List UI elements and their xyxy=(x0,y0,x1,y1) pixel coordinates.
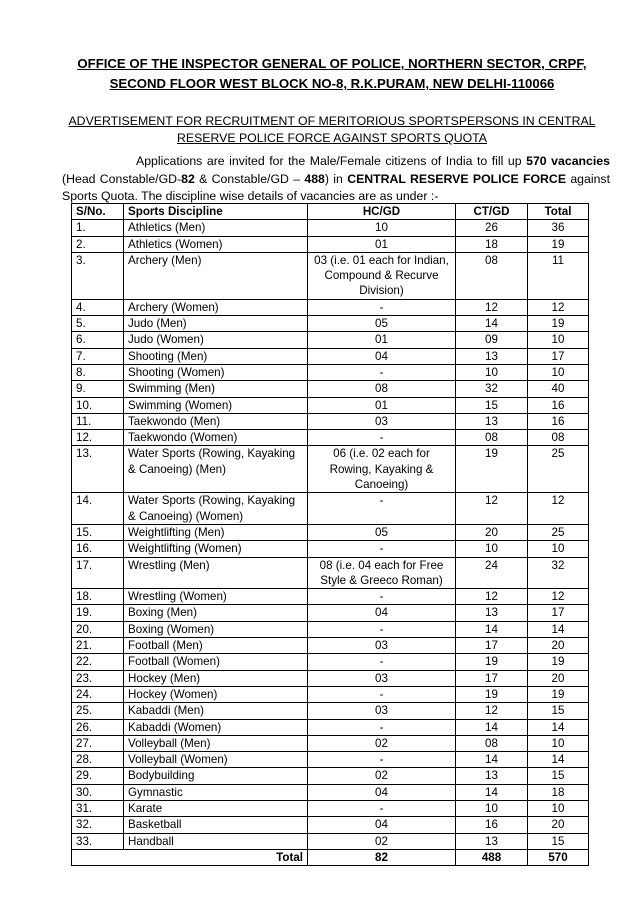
cell-sno: 8. xyxy=(72,364,124,380)
intro-line3: Sports Quota. The discipline wise details of vacancies are as under :- xyxy=(62,189,439,203)
cell-total: 14 xyxy=(528,752,589,768)
cell-discipline: Kabaddi (Women) xyxy=(124,719,308,735)
cell-discipline: Hockey (Men) xyxy=(124,670,308,686)
cell-discipline: Archery (Men) xyxy=(124,252,308,299)
advertisement-title-line1: ADVERTISEMENT FOR RECRUITMENT OF MERITORIOUS SPORTSPERSONS IN CENTRAL xyxy=(68,114,596,128)
cell-discipline: Swimming (Women) xyxy=(124,397,308,413)
cell-discipline: Judo (Women) xyxy=(124,332,308,348)
cell-discipline: Shooting (Men) xyxy=(124,348,308,364)
table-row xyxy=(72,703,589,719)
cell-total: 25 xyxy=(528,524,589,540)
table-row xyxy=(72,670,589,686)
table-row xyxy=(72,381,589,397)
header-sno: S/No. xyxy=(72,204,124,220)
cell-discipline: Kabaddi (Men) xyxy=(124,703,308,719)
cell-hc-gd: - xyxy=(308,686,456,702)
cell-discipline: Athletics (Women) xyxy=(124,236,308,252)
cell-discipline: Hockey (Women) xyxy=(124,686,308,702)
table-row xyxy=(72,654,589,670)
cell-sno: 19. xyxy=(72,605,124,621)
cell-hc-gd: 03 xyxy=(308,638,456,654)
cell-discipline: Weightlifting (Women) xyxy=(124,541,308,557)
cell-sno: 4. xyxy=(72,299,124,315)
cell-ct-gd: 13 xyxy=(456,348,528,364)
cell-discipline: Basketball xyxy=(124,817,308,833)
cell-discipline: Boxing (Women) xyxy=(124,621,308,637)
cell-total: 20 xyxy=(528,638,589,654)
table-row xyxy=(72,364,589,380)
cell-ct-gd: 13 xyxy=(456,833,528,849)
cell-total: 15 xyxy=(528,833,589,849)
cell-ct-gd: 10 xyxy=(456,800,528,816)
intro-text: (Head Constable/GD- xyxy=(62,171,182,186)
cell-hc-gd: 05 xyxy=(308,316,456,332)
cell-ct-gd: 12 xyxy=(456,589,528,605)
cell-hc-gd: - xyxy=(308,752,456,768)
header-discipline: Sports Discipline xyxy=(124,204,308,220)
vacancies-count: 570 vacancies xyxy=(526,154,610,168)
cell-discipline: Taekwondo (Women) xyxy=(124,430,308,446)
cell-total: 40 xyxy=(528,381,589,397)
ct-count: 488 xyxy=(304,171,325,186)
table-row xyxy=(72,493,589,525)
cell-discipline: Volleyball (Women) xyxy=(124,752,308,768)
table-header-row xyxy=(72,204,589,220)
cell-hc-gd: 08 xyxy=(308,381,456,397)
cell-sno: 29. xyxy=(72,768,124,784)
cell-discipline: Wrestling (Men) xyxy=(124,557,308,589)
cell-hc-gd: - xyxy=(308,654,456,670)
header-total: Total xyxy=(528,204,589,220)
intro-text: against xyxy=(566,171,610,186)
cell-ct-gd: 19 xyxy=(456,654,528,670)
cell-total: 10 xyxy=(528,332,589,348)
office-title-line2: SECOND FLOOR WEST BLOCK NO-8, R.K.PURAM, NEW DELHI-110066 xyxy=(109,76,555,91)
cell-ct-gd: 17 xyxy=(456,670,528,686)
cell-sno: 18. xyxy=(72,589,124,605)
cell-ct-gd: 16 xyxy=(456,817,528,833)
cell-sno: 11. xyxy=(72,413,124,429)
cell-total: 10 xyxy=(528,541,589,557)
cell-hc-gd: 01 xyxy=(308,332,456,348)
cell-hc-gd: - xyxy=(308,800,456,816)
cell-total: 19 xyxy=(528,654,589,670)
cell-total: 17 xyxy=(528,348,589,364)
intro-line1 xyxy=(62,153,610,171)
table-row xyxy=(72,446,589,493)
cell-hc-gd: 03 xyxy=(308,703,456,719)
cell-discipline: Archery (Women) xyxy=(124,299,308,315)
table-row xyxy=(72,316,589,332)
cell-sno: 13. xyxy=(72,446,124,493)
table-row xyxy=(72,735,589,751)
cell-total: 08 xyxy=(528,430,589,446)
table-row xyxy=(72,413,589,429)
cell-total: 15 xyxy=(528,703,589,719)
cell-ct-gd: 14 xyxy=(456,719,528,735)
cell-hc-gd: 04 xyxy=(308,348,456,364)
cell-ct-gd: 14 xyxy=(456,784,528,800)
cell-sno: 17. xyxy=(72,557,124,589)
cell-hc-gd: 03 (i.e. 01 each for Indian, Compound & Recurve Division) xyxy=(308,252,456,299)
cell-ct-gd: 10 xyxy=(456,364,528,380)
table-row xyxy=(72,686,589,702)
cell-ct-gd: 08 xyxy=(456,735,528,751)
cell-sno: 7. xyxy=(72,348,124,364)
table-row xyxy=(72,557,589,589)
table-row xyxy=(72,252,589,299)
office-title-line1: OFFICE OF THE INSPECTOR GENERAL OF POLICE, NORTHERN SECTOR, CRPF, xyxy=(77,56,587,71)
cell-sno: 21. xyxy=(72,638,124,654)
cell-total: 20 xyxy=(528,670,589,686)
table-row xyxy=(72,817,589,833)
cell-total: 15 xyxy=(528,768,589,784)
cell-ct-gd: 19 xyxy=(456,686,528,702)
advertisement-title-line2: RESERVE POLICE FORCE AGAINST SPORTS QUOTA xyxy=(176,131,487,145)
cell-ct-gd: 12 xyxy=(456,299,528,315)
cell-hc-gd: - xyxy=(308,493,456,525)
cell-discipline: Volleyball (Men) xyxy=(124,735,308,751)
cell-total: 19 xyxy=(528,236,589,252)
cell-discipline: Handball xyxy=(124,833,308,849)
cell-discipline: Boxing (Men) xyxy=(124,605,308,621)
cell-hc-gd: 10 xyxy=(308,220,456,236)
cell-ct-gd: 14 xyxy=(456,752,528,768)
cell-ct-gd: 12 xyxy=(456,493,528,525)
vacancies-table xyxy=(71,203,589,866)
cell-total: 11 xyxy=(528,252,589,299)
cell-total: 20 xyxy=(528,817,589,833)
cell-discipline: Swimming (Men) xyxy=(124,381,308,397)
cell-hc-gd: - xyxy=(308,299,456,315)
cell-ct-gd: 24 xyxy=(456,557,528,589)
cell-discipline: Gymnastic xyxy=(124,784,308,800)
cell-hc-gd: 02 xyxy=(308,735,456,751)
cell-sno: 1. xyxy=(72,220,124,236)
intro-text: & Constable/GD – xyxy=(194,171,305,186)
cell-discipline: Wrestling (Women) xyxy=(124,589,308,605)
cell-hc-gd: 03 xyxy=(308,413,456,429)
cell-hc-gd: 02 xyxy=(308,768,456,784)
totals-hc: 82 xyxy=(308,849,456,865)
cell-total: 17 xyxy=(528,605,589,621)
cell-ct-gd: 14 xyxy=(456,621,528,637)
table-row xyxy=(72,348,589,364)
table-row xyxy=(72,332,589,348)
cell-ct-gd: 15 xyxy=(456,397,528,413)
table-row xyxy=(72,430,589,446)
cell-sno: 3. xyxy=(72,252,124,299)
table-row xyxy=(72,524,589,540)
table-row xyxy=(72,638,589,654)
cell-total: 12 xyxy=(528,493,589,525)
intro-text: Applications are invited for the Male/Female citizens of India to fill up xyxy=(136,154,527,168)
cell-sno: 15. xyxy=(72,524,124,540)
cell-hc-gd: 06 (i.e. 02 each for Rowing, Kayaking & Canoeing) xyxy=(308,446,456,493)
cell-sno: 30. xyxy=(72,784,124,800)
cell-ct-gd: 08 xyxy=(456,252,528,299)
cell-sno: 33. xyxy=(72,833,124,849)
table-row xyxy=(72,768,589,784)
cell-ct-gd: 12 xyxy=(456,703,528,719)
cell-ct-gd: 20 xyxy=(456,524,528,540)
intro-text: ) in xyxy=(324,171,348,186)
table-row xyxy=(72,589,589,605)
cell-hc-gd: 04 xyxy=(308,784,456,800)
cell-total: 10 xyxy=(528,364,589,380)
table-row xyxy=(72,800,589,816)
cell-hc-gd: 04 xyxy=(308,605,456,621)
table-row xyxy=(72,236,589,252)
cell-ct-gd: 18 xyxy=(456,236,528,252)
cell-hc-gd: 04 xyxy=(308,817,456,833)
cell-total: 32 xyxy=(528,557,589,589)
table-row xyxy=(72,605,589,621)
cell-discipline: Taekwondo (Men) xyxy=(124,413,308,429)
cell-ct-gd: 08 xyxy=(456,430,528,446)
cell-hc-gd: 01 xyxy=(308,236,456,252)
totals-total: 570 xyxy=(528,849,589,865)
hc-count: 82 xyxy=(181,171,195,186)
cell-sno: 14. xyxy=(72,493,124,525)
cell-total: 25 xyxy=(528,446,589,493)
totals-row xyxy=(72,849,589,865)
cell-total: 36 xyxy=(528,220,589,236)
cell-ct-gd: 13 xyxy=(456,605,528,621)
cell-sno: 10. xyxy=(72,397,124,413)
cell-hc-gd: 05 xyxy=(308,524,456,540)
cell-discipline: Football (Women) xyxy=(124,654,308,670)
cell-total: 14 xyxy=(528,719,589,735)
cell-sno: 22. xyxy=(72,654,124,670)
table-row xyxy=(72,621,589,637)
table-row xyxy=(72,299,589,315)
cell-sno: 32. xyxy=(72,817,124,833)
table-row xyxy=(72,719,589,735)
cell-total: 12 xyxy=(528,589,589,605)
cell-total: 19 xyxy=(528,686,589,702)
table-row xyxy=(72,541,589,557)
cell-total: 10 xyxy=(528,735,589,751)
cell-sno: 5. xyxy=(72,316,124,332)
cell-discipline: Karate xyxy=(124,800,308,816)
cell-sno: 27. xyxy=(72,735,124,751)
cell-sno: 2. xyxy=(72,236,124,252)
cell-discipline: Shooting (Women) xyxy=(124,364,308,380)
cell-discipline: Athletics (Men) xyxy=(124,220,308,236)
cell-discipline: Football (Men) xyxy=(124,638,308,654)
cell-hc-gd: 03 xyxy=(308,670,456,686)
cell-ct-gd: 10 xyxy=(456,541,528,557)
cell-ct-gd: 13 xyxy=(456,768,528,784)
cell-sno: 12. xyxy=(72,430,124,446)
cell-discipline: Water Sports (Rowing, Kayaking & Canoeing) (Men) xyxy=(124,446,308,493)
cell-sno: 20. xyxy=(72,621,124,637)
cell-hc-gd: 08 (i.e. 04 each for Free Style & Greeco Roman) xyxy=(308,557,456,589)
cell-sno: 28. xyxy=(72,752,124,768)
cell-ct-gd: 17 xyxy=(456,638,528,654)
cell-total: 16 xyxy=(528,397,589,413)
cell-sno: 16. xyxy=(72,541,124,557)
cell-hc-gd: - xyxy=(308,541,456,557)
cell-sno: 24. xyxy=(72,686,124,702)
cell-ct-gd: 32 xyxy=(456,381,528,397)
cell-ct-gd: 13 xyxy=(456,413,528,429)
cell-total: 12 xyxy=(528,299,589,315)
cell-hc-gd: 01 xyxy=(308,397,456,413)
intro-line2 xyxy=(62,171,610,189)
cell-hc-gd: - xyxy=(308,719,456,735)
totals-ct: 488 xyxy=(456,849,528,865)
cell-ct-gd: 26 xyxy=(456,220,528,236)
cell-sno: 31. xyxy=(72,800,124,816)
cell-total: 14 xyxy=(528,621,589,637)
cell-sno: 26. xyxy=(72,719,124,735)
cell-hc-gd: - xyxy=(308,430,456,446)
cell-total: 18 xyxy=(528,784,589,800)
cell-hc-gd: 02 xyxy=(308,833,456,849)
cell-sno: 9. xyxy=(72,381,124,397)
cell-sno: 25. xyxy=(72,703,124,719)
cell-sno: 6. xyxy=(72,332,124,348)
cell-hc-gd: - xyxy=(308,364,456,380)
cell-discipline: Water Sports (Rowing, Kayaking & Canoeing) (Women) xyxy=(124,493,308,525)
table-row xyxy=(72,397,589,413)
cell-total: 16 xyxy=(528,413,589,429)
force-name: CENTRAL RESERVE POLICE FORCE xyxy=(347,171,567,186)
cell-ct-gd: 14 xyxy=(456,316,528,332)
cell-ct-gd: 19 xyxy=(456,446,528,493)
cell-ct-gd: 09 xyxy=(456,332,528,348)
totals-label: Total xyxy=(72,849,308,865)
cell-discipline: Judo (Men) xyxy=(124,316,308,332)
table-row xyxy=(72,784,589,800)
table-row xyxy=(72,833,589,849)
cell-discipline: Bodybuilding xyxy=(124,768,308,784)
cell-sno: 23. xyxy=(72,670,124,686)
header-hc-gd: HC/GD xyxy=(308,204,456,220)
cell-total: 10 xyxy=(528,800,589,816)
cell-discipline: Weightlifting (Men) xyxy=(124,524,308,540)
cell-hc-gd: - xyxy=(308,621,456,637)
cell-total: 19 xyxy=(528,316,589,332)
cell-hc-gd: - xyxy=(308,589,456,605)
header-ct-gd: CT/GD xyxy=(456,204,528,220)
table-row xyxy=(72,752,589,768)
table-row xyxy=(72,220,589,236)
